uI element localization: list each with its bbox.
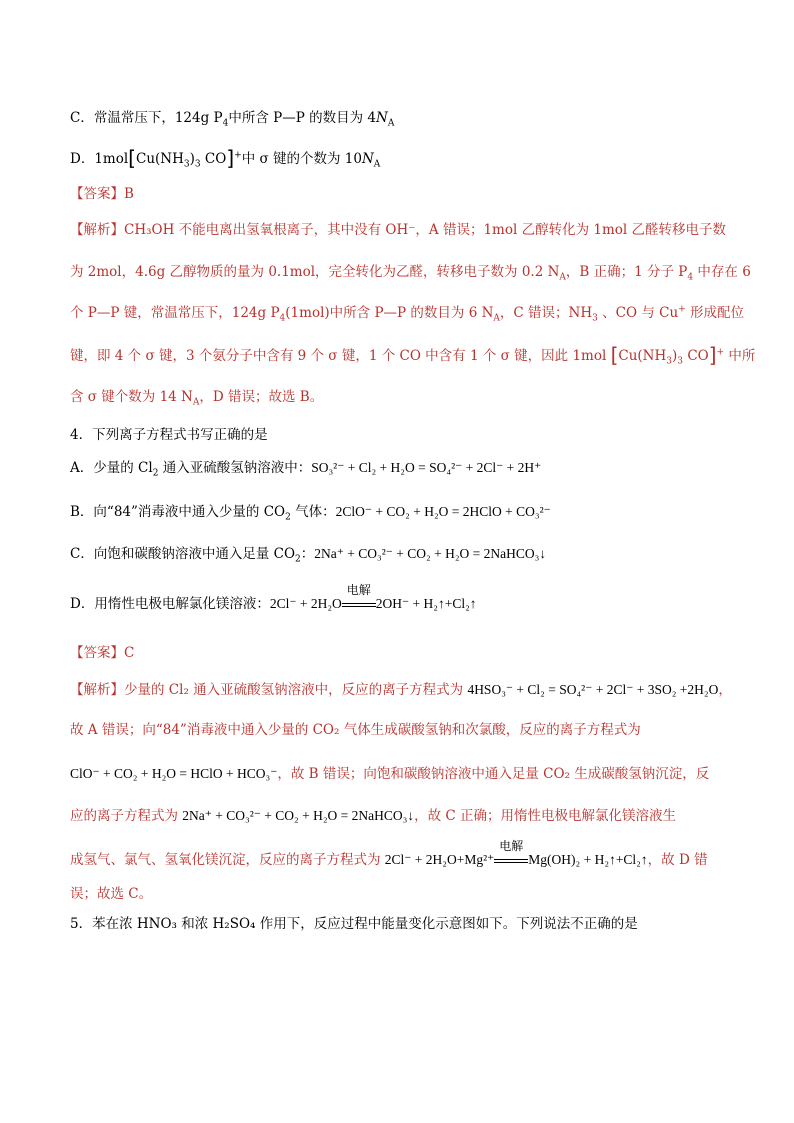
q4-option-c: C．向饱和碳酸钠溶液中通入足量 $CO_2$：2Na⁺ + CO₃²⁻ + CO₂ + H₂O = 2NaHCO₃↓ [70,546,547,565]
q4-analysis-line-4: 应的离子方程式为 2Na⁺ + CO₃²⁻ + CO₂ + H₂O = 2NaHCO₃↓，故 C 正确；用惰性电极电解氯化镁溶液生 [70,808,677,824]
q3-answer: 【答案】B [70,186,134,202]
option-c: C．常温常压下，124g $P_4$中所含 P—P 的数目为 $4N_A$ [70,110,395,129]
q4-analysis-line-6: 误；故选 C。 [70,886,153,902]
q4-option-d: D．用惰性电极电解氯化镁溶液：2Cl⁻ + 2H₂O 电解 2OH⁻ + H₂↑+Cl₂↑ [70,583,477,612]
q3-analysis-line-1: 【解析】CH₃OH 不能电离出氢氧根离子，其中没有 OH⁻，A 错误；1mol 乙醇转化为 1mol 乙醛转移电子数 [70,222,726,238]
option-d: D．$1mol[Cu(NH_3)_3$ CO]+中 σ 键的个数为 $10N_A$ [70,146,381,170]
q4-answer: 【答案】C [70,645,135,661]
q4-analysis-line-2: 故 A 错误；向“84”消毒液中通入少量的 CO₂ 气体生成碳酸氢钠和次氯酸，反应的离子方程式为 [70,722,641,738]
electrolysis-arrow-analysis: 电解 [494,850,528,870]
q4-analysis-line-3: ClO⁻ + CO₂ + H₂O = HClO + HCO₃⁻，故 B 错误；向饱和碳酸钠溶液中通入足量 CO₂ 生成碳酸氢钠沉淀，反 [70,766,710,782]
electrolysis-arrow: 电解 [342,594,376,614]
q4-analysis-line-1: 【解析】少量的 Cl₂ 通入亚硫酸氢钠溶液中，反应的离子方程式为 4HSO₃⁻ + Cl₂ = SO₄²⁻ + 2Cl⁻ + 3SO₂ +2H₂O， [70,682,732,698]
q4-option-a: A．少量的 $Cl_2$ 通入亚硫酸氢钠溶液中：SO₃²⁻ + Cl₂ + H₂O = SO₄²⁻ + 2Cl⁻ + 2H⁺ [70,460,542,479]
q3-analysis-line-4: 键，即 4 个 σ 键，3 个氨分子中含有 9 个 σ 键，1 个 CO 中含有 1 个 σ 键，因此 1mol [$Cu(NH_3)_3$ CO]+ 中所 [70,343,756,367]
q3-analysis-line-5: 含 σ 键个数为 14 $N_A$，D 错误；故选 B。 [70,389,324,408]
q3-analysis-line-2: 为 2mol，4.6g 乙醇物质的量为 0.1mol，完全转化为乙醛，转移电子数为 0.2 $N_A$，B 正确；1 分子 $P_4$ 中存在 6 [70,264,751,283]
q4-stem: 4．下列离子方程式书写正确的是 [70,427,268,443]
q4-analysis-line-5: 成氢气、氯气、氢氧化镁沉淀，反应的离子方程式为 2Cl⁻ + 2H₂O+Mg²⁺ 电解 Mg(OH)₂ + H₂↑+Cl₂↑，故 D 错 [70,839,708,868]
q5-stem: 5．苯在浓 HNO₃ 和浓 H₂SO₄ 作用下，反应过程中能量变化示意图如下。下列说法不正确的是 [70,916,638,932]
q4-option-b: B．向“84”消毒液中通入少量的 $CO_2$ 气体：2ClO⁻ + CO₂ + H₂O = 2HClO + CO₃²⁻ [70,504,551,523]
q3-analysis-line-3: 个 P—P 键，常温常压下，124g $P_4(1mol)$中所含 P—P 的数目为 6 $N_A$，C 错误；$NH_3$ 、CO 与 Cu+ 形成配位 [70,304,744,324]
